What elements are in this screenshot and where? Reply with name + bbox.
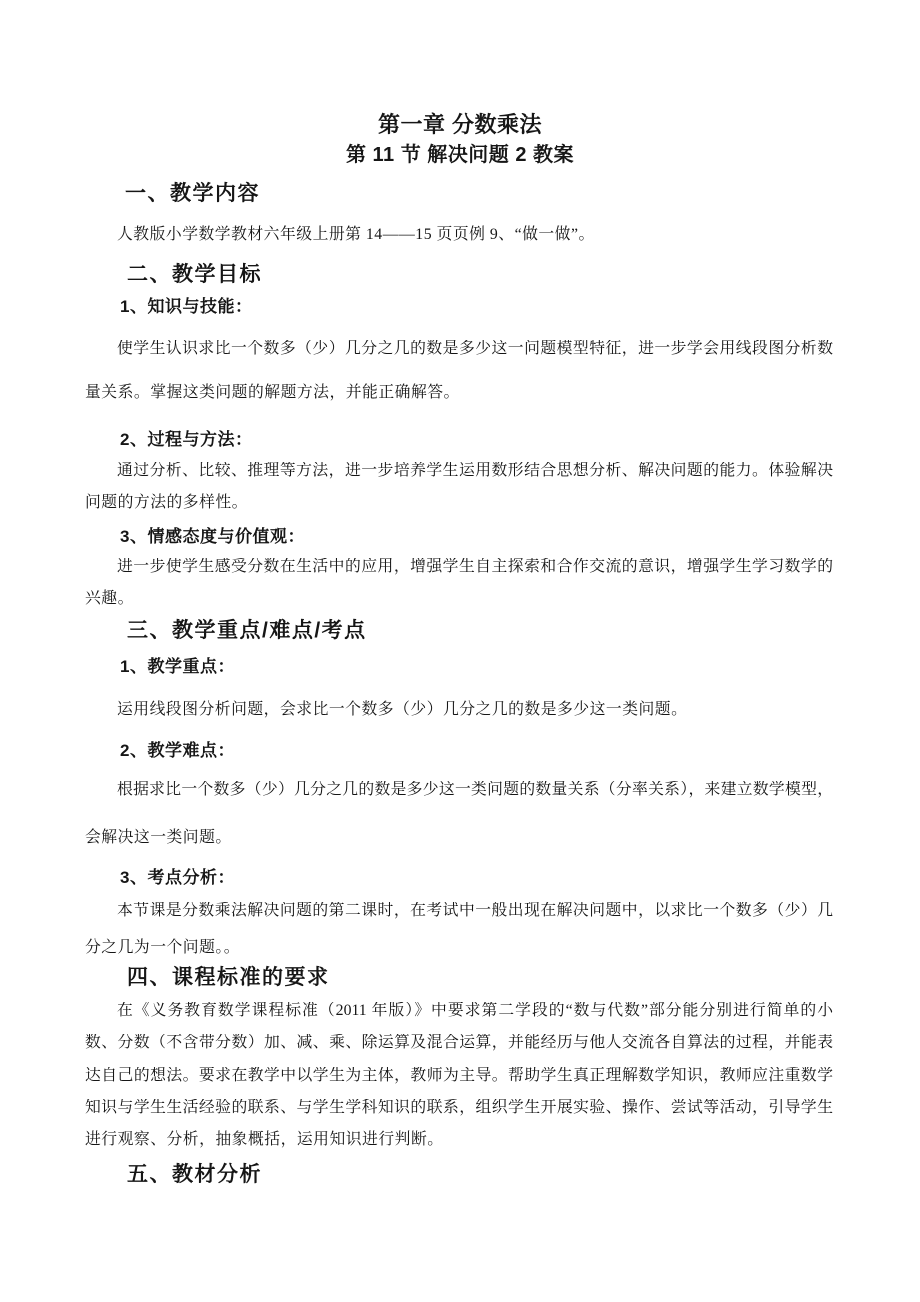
heading-key-difficult-points: 三、教学重点/难点/考点: [127, 619, 367, 642]
chapter-title: 第一章 分数乘法: [377, 112, 543, 137]
subheading-process-methods: 2、过程与方法：: [120, 430, 253, 449]
paragraph-line: 兴趣。: [85, 590, 134, 607]
paragraph-line-teaching-content: 人教版小学数学教材六年级上册第 14——15 页页例 9、“做一做”。: [117, 226, 595, 243]
heading-teaching-goals: 二、教学目标: [127, 263, 262, 286]
paragraph-line: 进一步使学生感受分数在生活中的应用，增强学生自主探索和合作交流的意识，增强学生学习数学的: [117, 558, 833, 575]
paragraph-line: 运用线段图分析问题，会求比一个数多（少）几分之几的数是多少这一类问题。: [117, 701, 688, 718]
paragraph-line: 知识与学生生活经验的联系、与学生学科知识的联系，组织学生开展实验、操作、尝试等活动，引导学生: [85, 1099, 833, 1116]
subheading-emotion-values: 3、情感态度与价值观：: [120, 527, 305, 546]
subheading-exam-point-analysis: 3、考点分析：: [120, 868, 235, 887]
subheading-teaching-key-point: 1、教学重点：: [120, 657, 235, 676]
paragraph-line: 分之几为一个问题。。: [85, 939, 241, 956]
paragraph-line: 达自己的想法。要求在教学中以学生为主体，教师为主导。帮助学生真正理解数学知识，教师应注重数学: [85, 1067, 833, 1084]
heading-textbook-analysis: 五、教材分析: [127, 1163, 262, 1186]
paragraph-line: 进行观察、分析，抽象概括，运用知识进行判断。: [85, 1131, 444, 1148]
paragraph-line: 本节课是分数乘法解决问题的第二课时，在考试中一般出现在解决问题中，以求比一个数多（少）几: [117, 902, 833, 919]
paragraph-line: 数、分数（不含带分数）加、减、乘、除运算及混合运算，并能经历与他人交流各自算法的过程，并能表: [85, 1034, 833, 1051]
paragraph-line: 根据求比一个数多（少）几分之几的数是多少这一类问题的数量关系（分率关系），来建立数学模型，: [117, 781, 833, 798]
paragraph-line: 问题的方法的多样性。: [85, 494, 248, 511]
paragraph-line: 会解决这一类问题。: [85, 829, 232, 846]
heading-teaching-content: 一、教学内容: [125, 182, 260, 205]
heading-curriculum-standard: 四、课程标准的要求: [127, 966, 330, 989]
lesson-title: 第 11 节 解决问题 2 教案: [345, 144, 575, 166]
paragraph-line: 使学生认识求比一个数多（少）几分之几的数是多少这一问题模型特征，进一步学会用线段图分析数: [117, 340, 833, 357]
subheading-knowledge-skills: 1、知识与技能：: [120, 297, 253, 316]
subheading-teaching-difficulty: 2、教学难点：: [120, 741, 235, 760]
paragraph-line: 通过分析、比较、推理等方法，进一步培养学生运用数形结合思想分析、解决问题的能力。体验解决: [117, 462, 833, 479]
paragraph-line: 在《义务教育数学课程标准（2011 年版）》中要求第二学段的“数与代数”部分能分别进行简单的小: [117, 1002, 833, 1019]
paragraph-line: 量关系。掌握这类问题的解题方法，并能正确解答。: [85, 384, 460, 401]
